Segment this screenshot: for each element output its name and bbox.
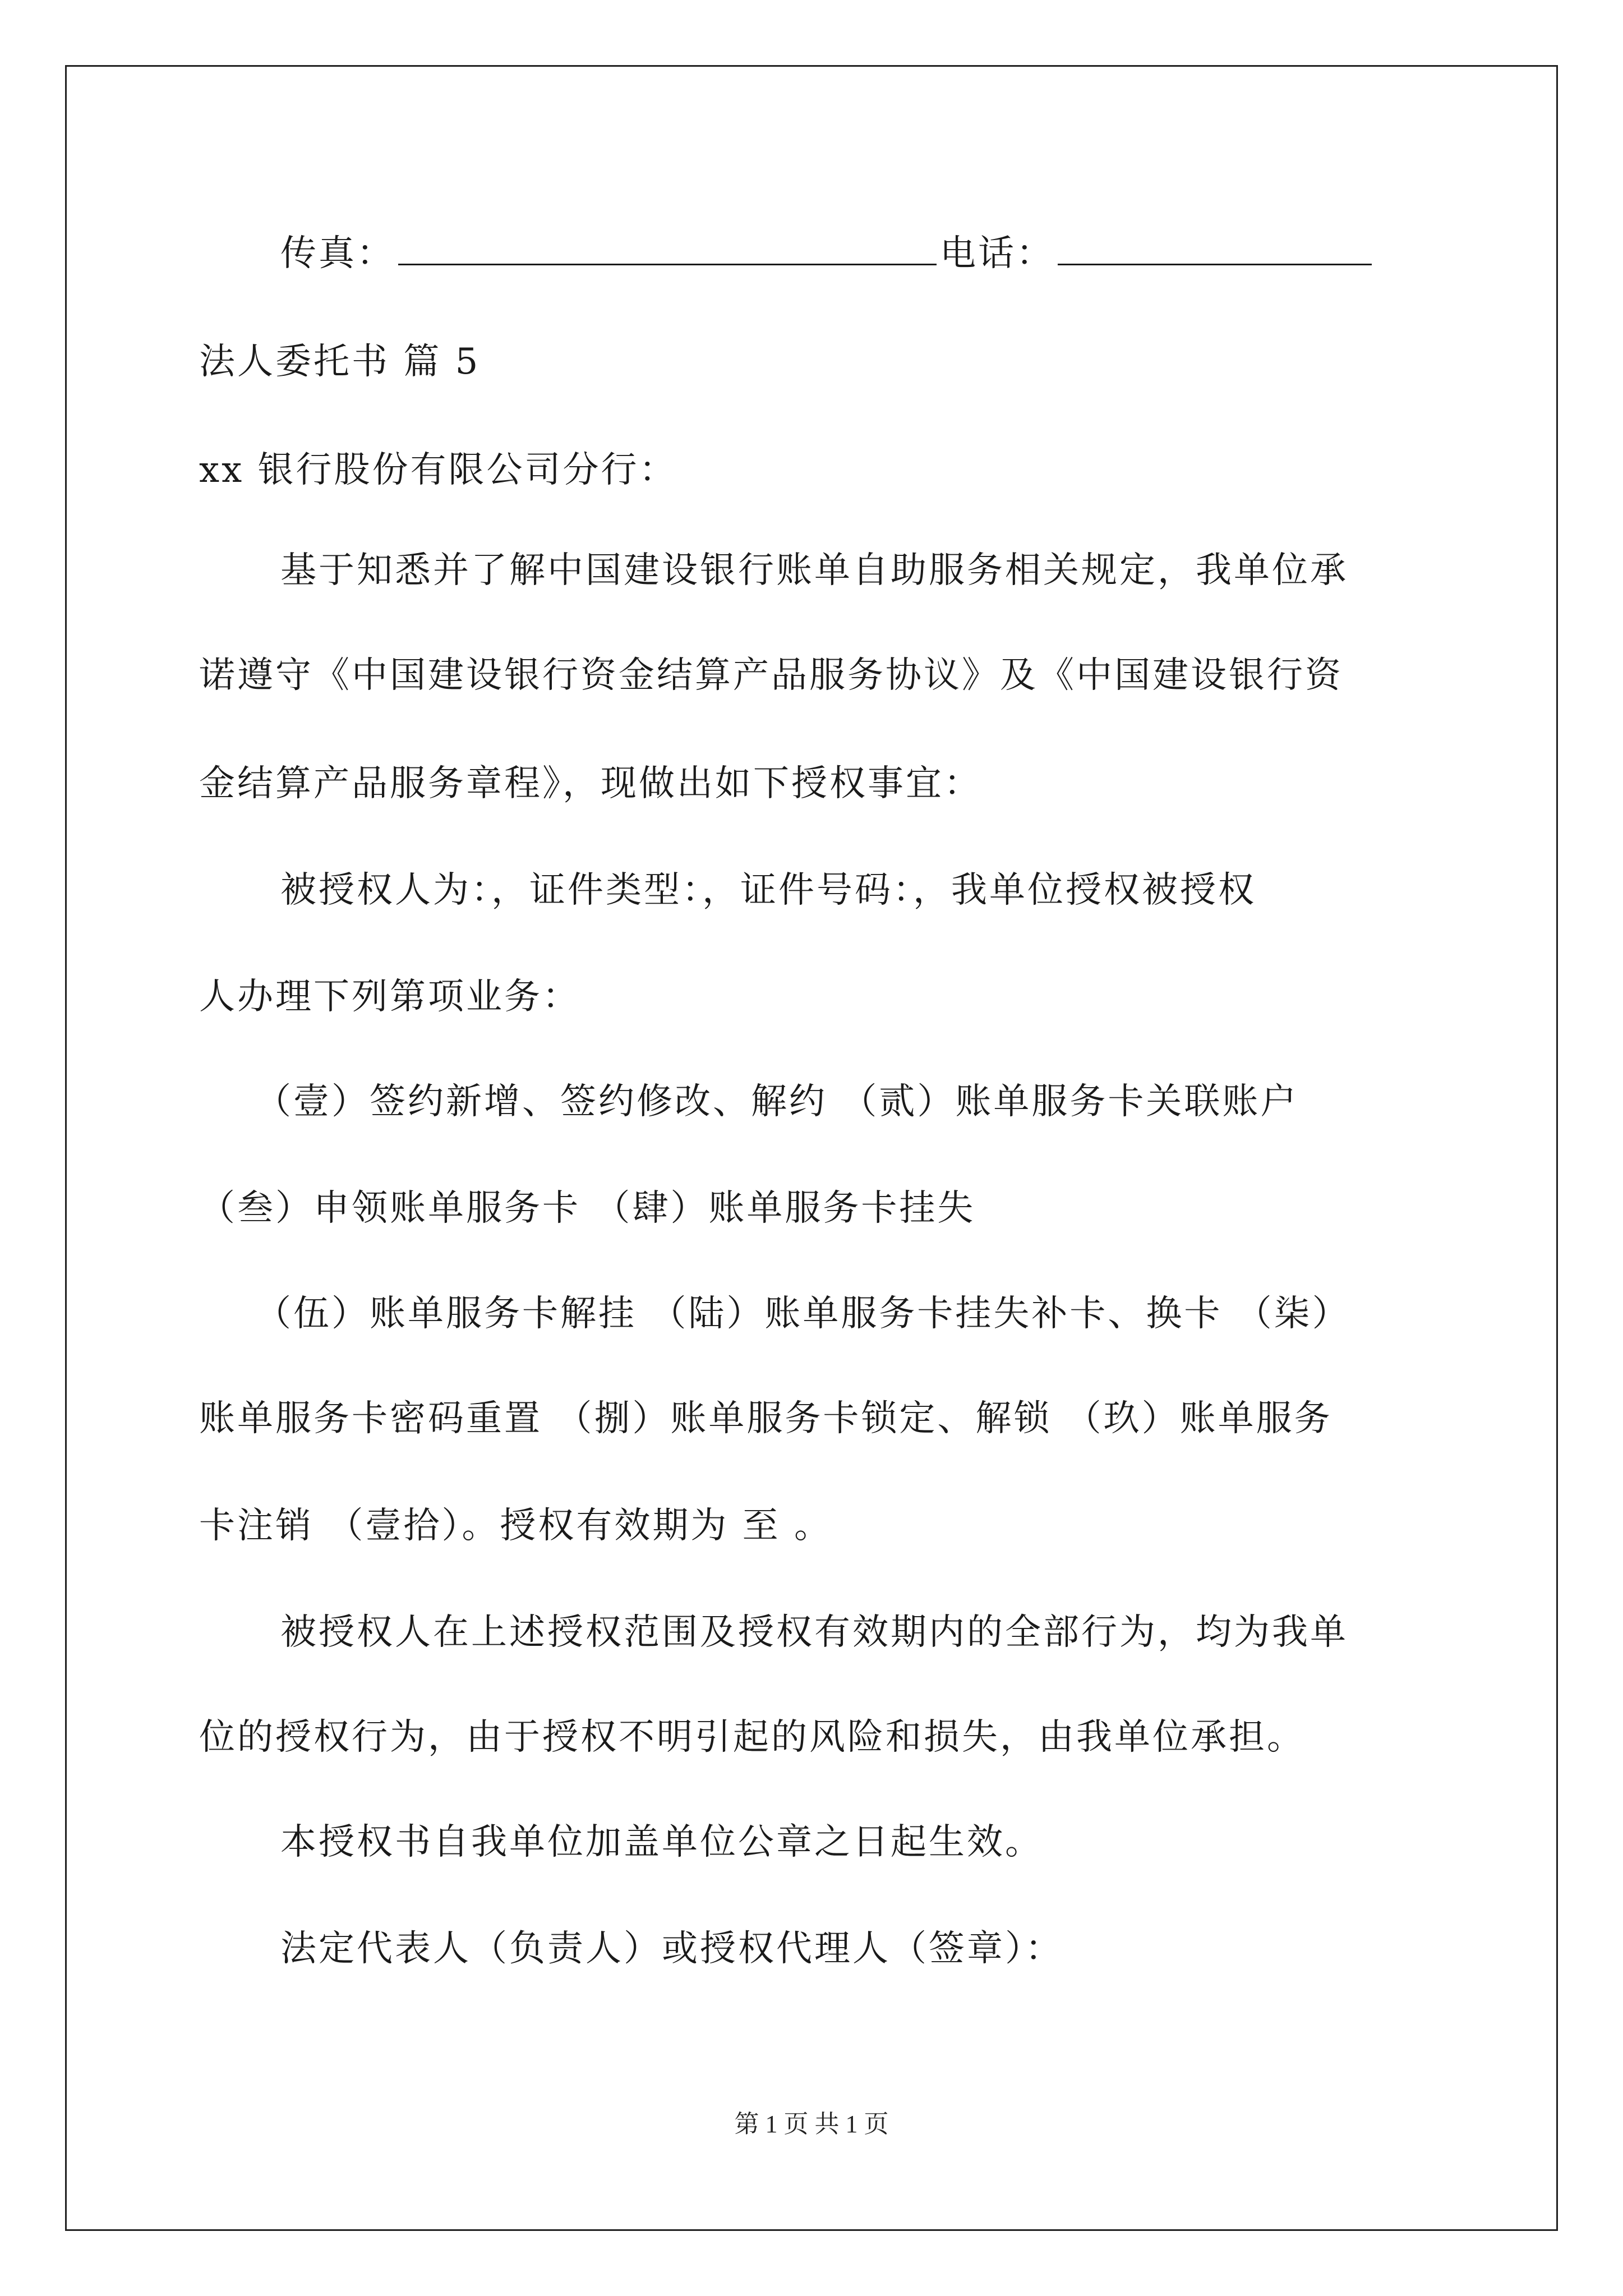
paragraph-3-line-2: （叁）申领账单服务卡 （肆）账单服务卡挂失 xyxy=(199,1188,976,1229)
fax-label: 传真： xyxy=(280,233,395,274)
phone-blank xyxy=(1058,259,1372,265)
paragraph-7-signature: 法定代表人（负责人）或授权代理人（签章）： xyxy=(280,1928,1063,1970)
contact-line xyxy=(280,233,1375,274)
addressee: xx 银行股份有限公司分行： xyxy=(199,449,677,491)
paragraph-2-line-2: 人办理下列第项业务： xyxy=(199,976,580,1018)
paragraph-2-line-1: 被授权人为：，证件类型：，证件号码：，我单位授权被授权 xyxy=(280,869,1256,911)
phone-label: 电话： xyxy=(940,233,1054,274)
paragraph-5-line-1: 被授权人在上述授权范围及授权有效期内的全部行为，均为我单 xyxy=(280,1612,1348,1653)
paragraph-1-line-1: 基于知悉并了解中国建设银行账单自助服务相关规定，我单位承 xyxy=(280,550,1348,591)
paragraph-3-line-1: （壹）签约新增、签约修改、解约 （贰）账单服务卡关联账户 xyxy=(255,1081,1299,1122)
paragraph-4-line-1: （伍）账单服务卡解挂 （陆）账单服务卡挂失补卡、换卡 （柒） xyxy=(255,1293,1350,1335)
paragraph-5-line-2: 位的授权行为，由于授权不明引起的风险和损失，由我单位承担。 xyxy=(199,1717,1305,1758)
paragraph-6: 本授权书自我单位加盖单位公章之日起生效。 xyxy=(280,1821,1043,1863)
paragraph-1-line-3: 金结算产品服务章程》，现做出如下授权事宜： xyxy=(199,763,982,804)
paragraph-4-line-2: 账单服务卡密码重置 （捌）账单服务卡锁定、解锁 （玖）账单服务 xyxy=(199,1398,1332,1439)
section-heading: 法人委托书 篇 5 xyxy=(199,341,481,383)
paragraph-1-line-2: 诺遵守《中国建设银行资金结算产品服务协议》及《中国建设银行资 xyxy=(199,655,1343,696)
paragraph-4-line-3: 卡注销 （壹拾）。授权有效期为 至 。 xyxy=(199,1505,833,1547)
page-footer: 第 1 页 共 1 页 xyxy=(734,2110,889,2138)
page-frame xyxy=(65,65,1558,2231)
fax-blank xyxy=(398,259,937,265)
